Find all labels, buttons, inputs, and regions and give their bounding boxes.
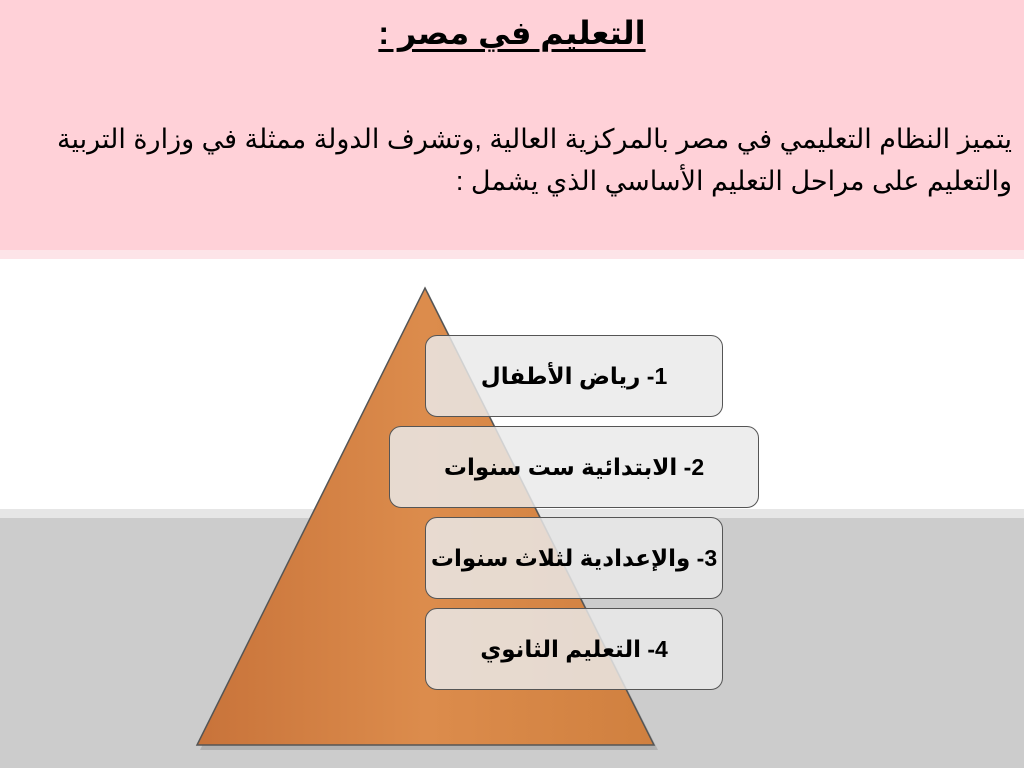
header-divider	[0, 250, 1024, 259]
level-label: 4- التعليم الثانوي	[480, 635, 668, 662]
level-label: 3- والإعدادية لثلاث سنوات	[430, 544, 718, 571]
pyramid-level-preparatory	[425, 517, 723, 599]
level-label: 2- الابتدائية ست سنوات	[443, 453, 705, 480]
slide-title: التعليم في مصر :	[378, 15, 646, 51]
intro-paragraph: يتميز النظام التعليمي في مصر بالمركزية العالية ,وتشرف الدولة ممثلة في وزارة التربية والتعليم على مراحل التعليم الأساسي الذي يشمل :	[56, 124, 1012, 196]
level-label: 1- رياض الأطفال	[480, 362, 668, 389]
pyramid-level-primary	[389, 426, 759, 508]
pyramid-level-secondary	[425, 608, 723, 690]
pyramid-level-kindergarten	[425, 335, 723, 417]
